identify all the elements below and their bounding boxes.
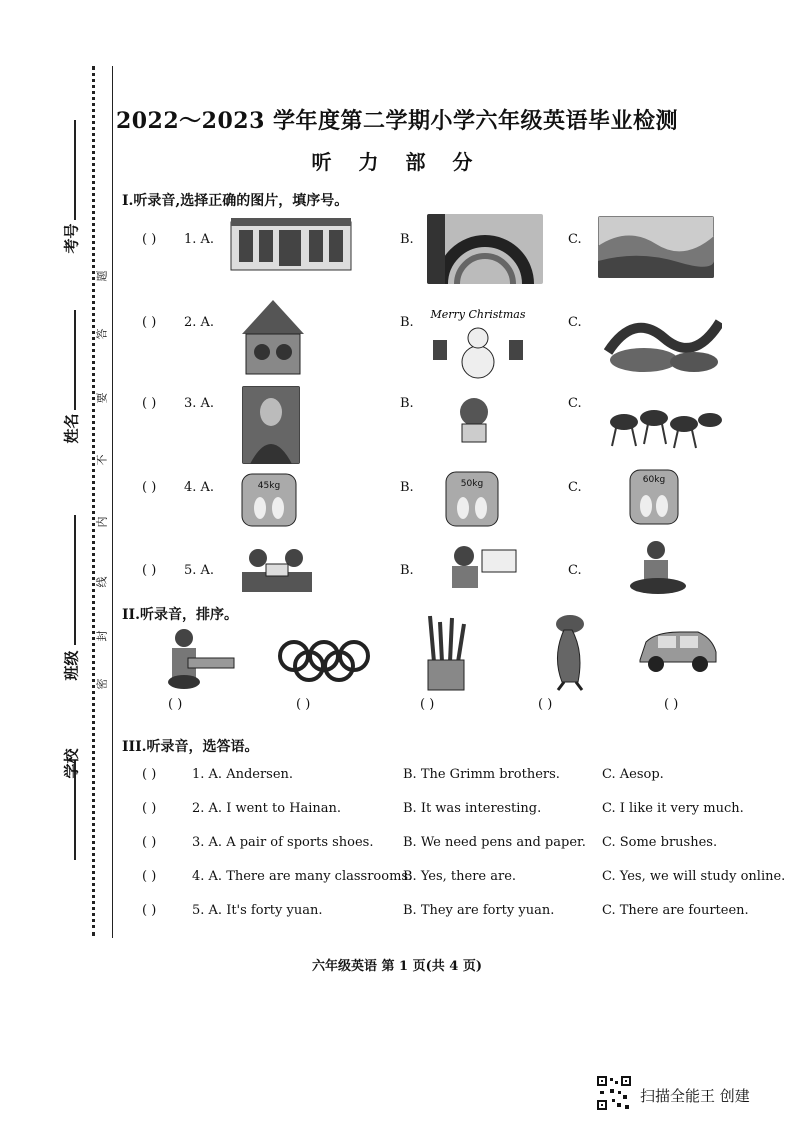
option-a: 2. A. I went to Hainan. <box>192 801 342 816</box>
section3-title: III.听录音，选答语。 <box>122 739 259 755</box>
olympic-rings-image <box>276 638 372 682</box>
class-line <box>74 515 76 645</box>
girl-drawing-image <box>442 542 520 592</box>
name-line <box>74 310 76 410</box>
option-c: C. I like it very much. <box>602 801 744 816</box>
seal-char: 不 <box>95 454 109 466</box>
option-c-label: C. <box>568 315 582 330</box>
seal-char: 内 <box>95 516 109 528</box>
answer-blank[interactable]: ( ) <box>142 903 157 918</box>
seal-char: 线 <box>95 576 109 588</box>
order-blank[interactable]: ( ) <box>538 697 553 712</box>
order-blank[interactable]: ( ) <box>168 697 183 712</box>
festival-family-image <box>240 298 306 376</box>
qr-code-icon <box>596 1075 632 1111</box>
option-b-label: B. <box>400 315 414 330</box>
seal-char: 封 <box>95 630 109 642</box>
weight-label: 45kg <box>257 481 281 491</box>
seal-dotted-line <box>92 66 95 936</box>
question-number: 2. A. <box>184 315 215 330</box>
section1-title: I.听录音,选择正确的图片，填序号。 <box>122 193 349 209</box>
option-b-label: B. <box>400 396 414 411</box>
page-subtitle: 听 力 部 分 <box>311 150 483 174</box>
label-school: 学校 <box>62 748 81 779</box>
order-blank[interactable]: ( ) <box>296 697 311 712</box>
option-c-label: C. <box>568 232 582 247</box>
option-c-label: C. <box>568 480 582 495</box>
weight-label: 50kg <box>460 479 484 489</box>
label-class: 班级 <box>62 650 81 681</box>
answer-blank[interactable]: ( ) <box>142 835 157 850</box>
rainbow-arch-gate-image <box>427 214 543 284</box>
option-b: B. It was interesting. <box>403 801 542 816</box>
option-a: 1. A. Andersen. <box>192 767 294 782</box>
dragon-parade-image <box>604 302 722 376</box>
scale-50kg-image <box>444 470 500 528</box>
question-number: 1. A. <box>184 232 215 247</box>
answer-blank[interactable]: ( ) <box>142 480 157 495</box>
option-b: B. Yes, there are. <box>403 869 517 884</box>
label-name: 姓名 <box>62 413 81 444</box>
margin-rule <box>112 66 113 938</box>
option-b-label: B. <box>400 480 414 495</box>
seal-char: 密 <box>95 678 109 690</box>
flower-vase-image <box>450 396 498 444</box>
label-exam-number: 考号 <box>62 223 81 254</box>
page-footer: 六年级英语 第 1 页(共 4 页) <box>311 959 483 974</box>
section2-title: II.听录音，排序。 <box>122 607 238 623</box>
man-playing-instrument-image <box>158 626 236 690</box>
seal-char: 要 <box>95 392 109 404</box>
mona-lisa-image <box>242 386 300 464</box>
dinosaur-image <box>544 612 594 692</box>
option-c: C. There are fourteen. <box>602 903 749 918</box>
seal-char: 题 <box>95 270 109 282</box>
scale-45kg-image <box>240 472 298 528</box>
option-b: B. They are forty yuan. <box>403 903 555 918</box>
option-c-label: C. <box>568 563 582 578</box>
scale-60kg-image <box>628 468 680 526</box>
answer-blank[interactable]: ( ) <box>142 767 157 782</box>
option-a: 3. A. A pair of sports shoes. <box>192 835 374 850</box>
option-a: 5. A. It's forty yuan. <box>192 903 323 918</box>
order-blank[interactable]: ( ) <box>420 697 435 712</box>
option-c: C. Aesop. <box>602 767 664 782</box>
option-a: 4. A. There are many classrooms. <box>192 869 413 884</box>
question-number: 5. A. <box>184 563 215 578</box>
order-blank[interactable]: ( ) <box>664 697 679 712</box>
answer-blank[interactable]: ( ) <box>142 801 157 816</box>
brushes-in-pot-image <box>424 612 468 692</box>
option-c: C. Some brushes. <box>602 835 718 850</box>
man-gardening-image <box>628 538 690 594</box>
kids-reading-image <box>240 542 314 594</box>
option-b-label: B. <box>400 563 414 578</box>
option-b: B. We need pens and paper. <box>403 835 586 850</box>
option-b: B. The Grimm brothers. <box>403 767 560 782</box>
page-title: 2022～2023 学年度第二学期小学六年级英语毕业检测 <box>115 108 679 134</box>
answer-blank[interactable]: ( ) <box>142 563 157 578</box>
option-c: C. Yes, we will study online. <box>602 869 786 884</box>
question-number: 4. A. <box>184 480 215 495</box>
merry-christmas-snowman-image <box>429 296 527 382</box>
weight-label: 60kg <box>642 475 666 485</box>
running-horses-image <box>604 388 724 454</box>
answer-blank[interactable]: ( ) <box>142 396 157 411</box>
christmas-text: Merry Christmas <box>430 308 526 321</box>
question-number: 3. A. <box>184 396 215 411</box>
library-building-image <box>229 216 353 272</box>
option-b-label: B. <box>400 232 414 247</box>
answer-blank[interactable]: ( ) <box>142 869 157 884</box>
answer-blank[interactable]: ( ) <box>142 315 157 330</box>
landscape-painting-image <box>598 216 714 278</box>
scanner-brand: 扫描全能王 创建 <box>640 1087 750 1105</box>
seal-char: 答 <box>95 328 109 340</box>
option-c-label: C. <box>568 396 582 411</box>
car-image <box>636 628 720 674</box>
answer-blank[interactable]: ( ) <box>142 232 157 247</box>
